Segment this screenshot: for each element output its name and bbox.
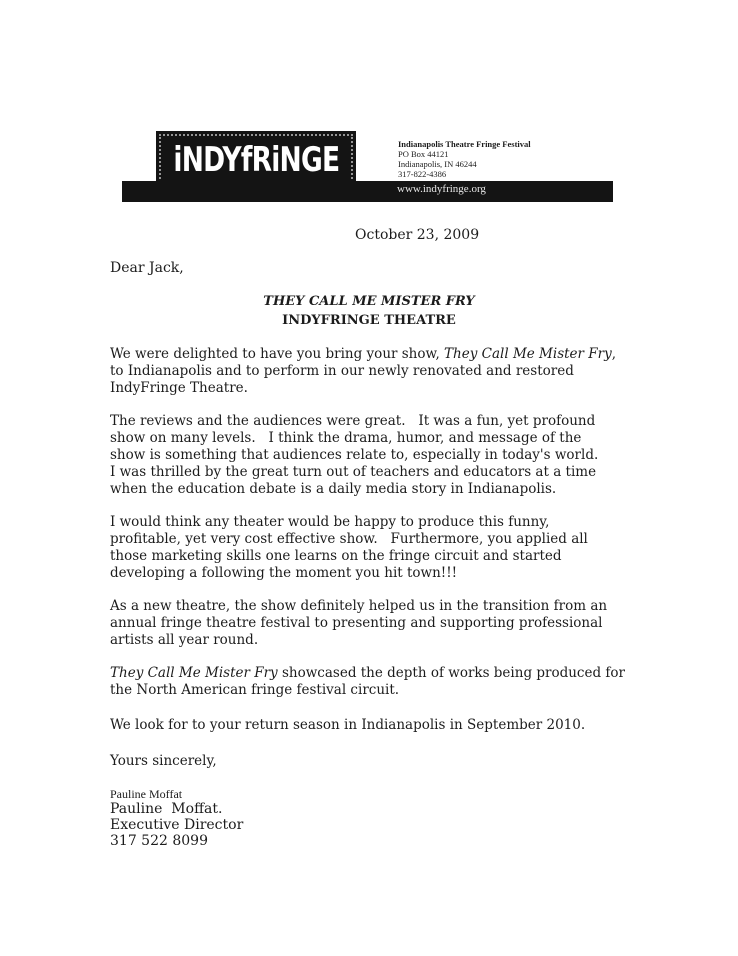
paragraph-line: As a new theatre, the show definitely helped us in the transition from an [110, 598, 608, 614]
paragraph-6 [110, 717, 585, 734]
signer-name: Pauline Moffat. [110, 801, 223, 817]
paragraph-4 [110, 598, 607, 649]
paragraph-line: IndyFringe Theatre. [110, 380, 248, 396]
paragraph-line: I was thrilled by the great turn out of teachers and educators at a time [110, 464, 597, 480]
paragraph-line: show is something that audiences relate to, especially in today's world. [110, 447, 599, 463]
paragraph-line: to Indianapolis and to perform in our newly renovated and restored [110, 363, 574, 379]
letterhead-address [398, 139, 531, 179]
paragraph-line: the North American fringe festival circuit. [110, 682, 400, 698]
paragraph-line: profitable, yet very cost effective show. Furthermore, you applied all [110, 531, 588, 547]
org-name: Indianapolis Theatre Fringe Festival [398, 139, 531, 149]
signer-block [110, 801, 243, 849]
signature: Pauline Moffat [110, 787, 183, 801]
letter-title-show: THEY CALL ME MISTER FRY [263, 294, 475, 309]
letterhead-bar [122, 181, 613, 202]
paragraph-line: those marketing skills one learns on the fringe circuit and started [110, 548, 562, 564]
paragraph-3 [110, 514, 588, 582]
paragraph-1 [110, 346, 616, 397]
letter-date: October 23, 2009 [355, 227, 480, 243]
signer-title: Executive Director [110, 817, 244, 833]
paragraph-line [110, 346, 616, 363]
show-title-italic: They Call Me Mister Fry [110, 665, 278, 681]
closing: Yours sincerely, [110, 753, 217, 769]
paragraph-line: annual fringe theatre festival to presenting and supporting professional [110, 615, 603, 631]
paragraph-2 [110, 413, 598, 498]
paragraph-line: The reviews and the audiences were great. It was a fun, yet profound [110, 413, 596, 429]
address-line-2: Indianapolis, IN 46244 [398, 159, 477, 169]
paragraph-line: developing a following the moment you hit town!!! [110, 565, 458, 581]
text-run: , [611, 346, 617, 362]
org-phone: 317-822-4386 [398, 169, 447, 179]
paragraph-line: artists all year round. [110, 632, 259, 648]
paragraph-line: show on many levels. I think the drama, humor, and message of the [110, 430, 582, 446]
letter-title-venue: INDYFRINGE THEATRE [282, 313, 456, 328]
paragraph-line [110, 665, 625, 682]
logo-text: iNDYfRiNGE [173, 140, 339, 180]
paragraph-line: I would think any theater would be happy to produce this funny, [110, 514, 550, 530]
text-run: showcased the depth of works being produced for [277, 665, 625, 681]
show-title-italic: They Call Me Mister Fry [444, 346, 612, 362]
address-line-1: PO Box 44121 [398, 149, 449, 159]
salutation: Dear Jack, [110, 260, 184, 276]
text-run: We were delighted to have you bring your show, [110, 346, 445, 362]
website-text: www.indyfringe.org [397, 183, 486, 195]
paragraph-line: when the education debate is a daily media story in Indianapolis. [110, 481, 557, 497]
paragraph-5 [110, 665, 625, 699]
paragraph-line: We look for to your return season in Indianapolis in September 2010. [110, 717, 586, 733]
signer-phone: 317 522 8099 [110, 833, 208, 849]
